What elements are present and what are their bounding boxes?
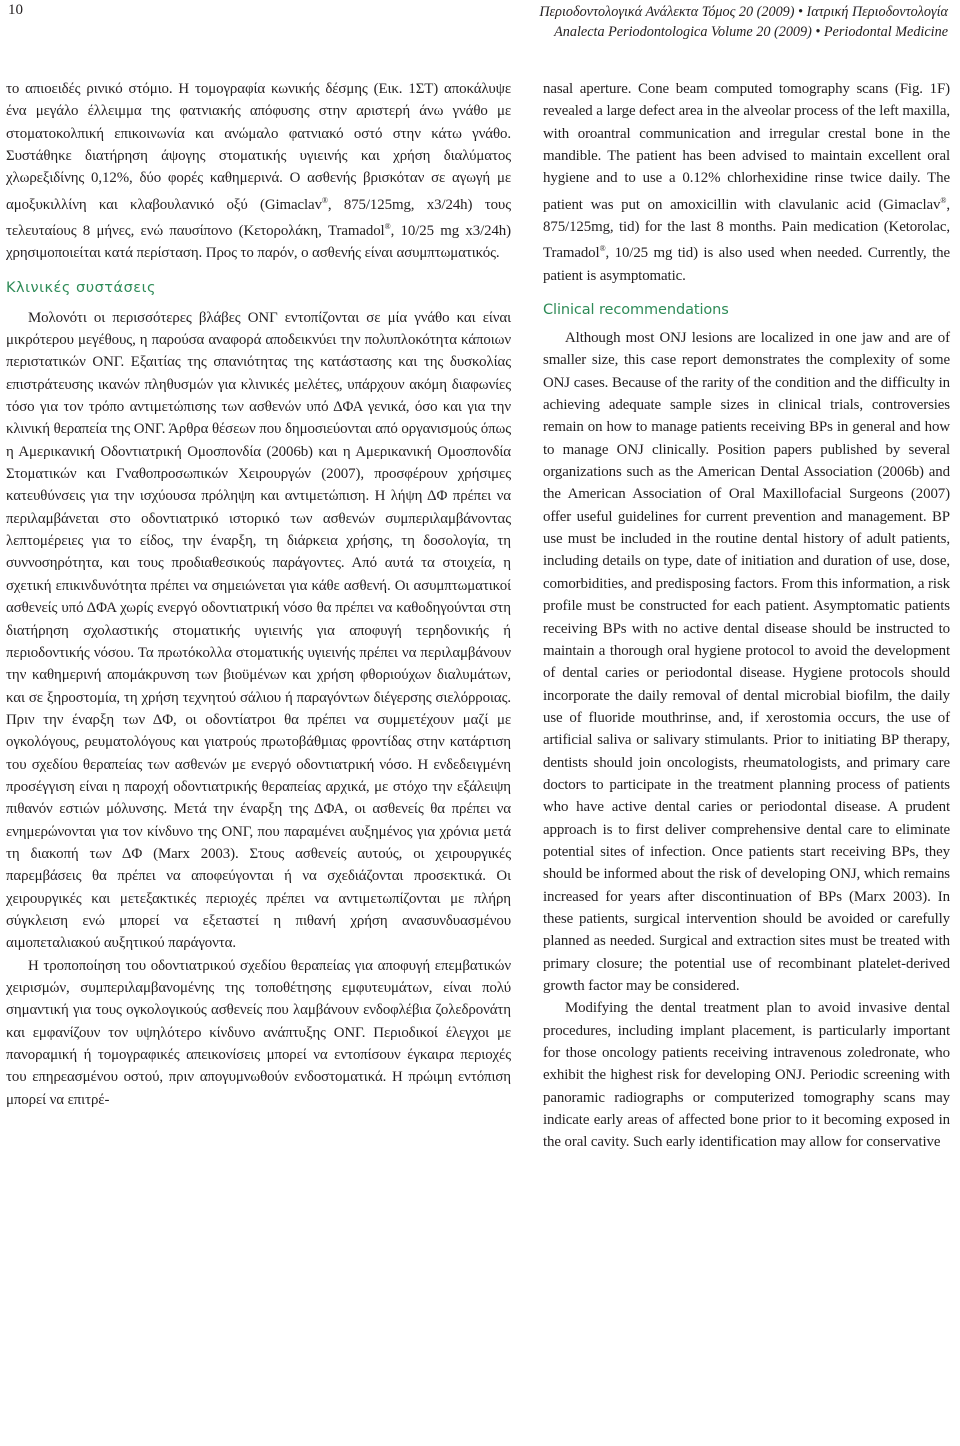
page-number: 10 — [8, 2, 23, 18]
greek-intro-text-3: , 10/25 mg x3/24h) χρησιμοποιείται κατά περίσταση. Προς το παρόν, ο ασθενής είναι ασυμπτωματικός. — [6, 223, 511, 262]
greek-paragraph-2: Η τροποποίηση του οδοντιατρικού σχεδίου θεραπείας για αποφυγή επεμβατικών χειρισμών, συμπεριλαμβανομένης της τοποθέτησης εμφυτευμάτων, είναι πολύ σημαντική για τους ογκολογικούς ασθενείς που λαμβάνουν ενδοφλέβια ζολεδρονάτη και εμφανίζουν τον υψηλότερο κίνδυνο ανάπτυξης ΟΝΓ. Περιοδικοί έλεγχοι με πανοραμική ή τομογραφικές απεικονίσεις μπορεί να εντοπίσουν έγκαιρα περιοχές του επηρεασμένου οστού, πριν απογυμνωθούν ενδοστοματικά. Η πρώιμη εντόπιση μπορεί να επιτρέ- — [6, 957, 511, 1108]
english-intro-text-1: nasal aperture. Cone beam computed tomography scans (Fig. 1F) revealed a large defect area in the alveolar process of the left maxilla, with oroantral communication and irregular crestal bone in the mandible. The patient has been advised to maintain excellent oral hygiene and to use a 0.12% chlorhexidine rinse twice daily. The patient was put on amoxicillin with clavulanic acid (Gimaclav — [543, 81, 950, 213]
english-column — [543, 78, 950, 1154]
registered-mark: ® — [384, 222, 391, 232]
english-paragraph-1: Although most ONJ lesions are localized in one jaw and are of smaller size, this case report demonstrates the complexity of some ONJ cases. Because of the rarity of the condition and the difficulty in achieving adequate sample sizes in clinical trials, controversies remain on how to manage patients receiving BPs in general and how to manage ONJ clinically. Position papers published by several organizations such as the American Dental Association (2006b) and the American Association of Oral Maxillofacial Surgeons (2007) offer useful guidelines for current prevention and management. BP use must be included in the routine dental history of adult patients, including details on type, date of initiation and duration of use, dose, comorbidities, and predisposing factors. From this information, a risk profile must be constructed for each patient. Asymptomatic patients receiving BPs with no active dental disease should be instructed to maintain a thorough oral hygiene protocol to avoid the development of dental caries or periodontal disease. Hygiene protocols should incorporate the daily removal of dental microbial biofilm, the daily use of fluoride mouthrinse, and, if xerostomia occurs, the use of artificial saliva or salivary stimulants. Prior to initiating BP therapy, dentists should join oncologists, rheumatologists, and primary care doctors to participate in the treatment planning process of patients who have active dental caries or periodontal disease. A prudent approach is to first deliver comprehensive dental care to eliminate potential sites of infection. Once patients start receiving BPs, they should be informed about the risk of developing ONJ, which remains increased for years after discontinuation of BPs (Marx 2003). In these patients, surgical intervention should be avoided or carefully planned as needed. Surgical and extraction sites must be treated with primary closure; the potential use of recombinant platelet-derived growth factor may be considered. — [543, 330, 950, 994]
greek-section-heading: Κλινικές συστάσεις — [6, 279, 157, 296]
greek-paragraph-1: Μολονότι οι περισσότερες βλάβες ΟΝΓ εντοπίζονται σε μία γνάθο και είναι μικρότερου μεγέθους, η παρούσα αναφορά αποδεικνύει την πολυπλοκότητα κάποιων περιστατικών ΟΝΓ. Εξαιτίας της σπανιότητας της κατάστασης και της δυσκολίας επιστράτευσης ικανών πληθυσμών για κλινικές μελέτες, υπάρχουν ακόμη διαφωνίες τόσο για τον τρόπο αντιμετώπισης των ασθενών υπό ΔΦΑ γενικά, όσο και για την κλινική θεραπεία της ΟΝΓ. Άρθρα θέσεων που δημοσιεύονται από οργανισμούς όπως η Αμερικανική Οδοντιατρική Ομοσπονδία (2006b) και η Αμερικανική Ομοσπονδία Στοματικών και Γναθοπροσωπικών Χειρουργών (2007), προσφέρουν χρήσιμες κατευθύνσεις για την ισχύουσα πρόληψη και αντιμετώπιση. Η λήψη ΔΦ πρέπει να περιλαμβάνεται στο οδοντιατρικό ιστορικό των ασθενών συμπεριλαμβάνοντας λεπτομέρειες για το είδος, την έναρξη, τη διάρκεια χρήσης, τη δοσολογία, τη συννοσηρότητα, και τους προδιαθεσικούς παράγοντες. Από αυτά τα στοιχεία, η σχετική επικινδυνότητα πρέπει να σημειώνεται για κάθε ασθενή. Οι ασυμπτωματικοί ασθενείς υπό ΔΦΑ χωρίς ενεργό οδοντιατρική νόσο θα πρέπει να καθοδηγούνται στη διατήρηση σχολαστικής στοματικής υγιεινής για αποφυγή τερηδονικής ή περιοδοντικής νόσου. Τα πρωτόκολλα στοματικής υγιεινής πρέπει να περιλαμβάνουν την καθημερινή απομάκρυνση των βιοϋμένων και χρήση φθοριούχων διαλυμάτων, και σε ξηροστομία, τη χρήση τεχνητού σάλιου ή παραγόντων διέγερσης σιελόρροιας. Πριν την έναρξη των ΔΦ, οι οδοντίατροι θα πρέπει να συμμετέχουν μαζί με ογκολόγους, ρευματολόγους και γιατρούς πρωτοβάθμιας φροντίδας στην κατάρτιση του σχεδίου θεραπείας των ασθενών με ενεργό οδοντιατρική νόσο. Η ενδεδειγμένη προσέγγιση είναι η παροχή οδοντιατρικής θεραπείας αρχικά, με στόχο την εξάλειψη πιθανόν εστιών μόλυνσης. Μετά την έναρξη της ΔΦΑ, οι ασθενείς θα πρέπει να ενημερώνονται για τον κίνδυνο της ΟΝΓ, που παραμένει αυξημένος για χρόνια μετά τη διακοπή των ΔΦ (Marx 2003). Στους ασθενείς αυτούς, οι χειρουργικές παρεμβάσεις θα πρέπει να αποφεύγονται ή να σχεδιάζονται προσεκτικά. Οι χειρουργικές και μετεξακτικές περιοχές πρέπει να αντιμετωπίζονται με πλήρη σύγκλειση ενώ μπορεί να εξεταστεί η πιθανή χρήση ανασυνδυασμένου αιμοπεταλιακού αυξητικού παράγοντα. — [6, 309, 511, 952]
greek-column — [6, 78, 511, 1111]
english-section-heading: Clinical recommendations — [543, 302, 729, 319]
english-intro-paragraph — [543, 78, 950, 287]
greek-intro-text-2: , 875/125mg, x3/24h) τους τελευταίους 8 μήνες, ενώ παυσίπονο (Κετορολάκη, Tramadol — [6, 196, 511, 239]
english-intro-text-3: , 10/25 mg tid) is also used when needed. Currently, the patient is asymptomatic. — [543, 245, 950, 284]
running-header — [539, 2, 948, 42]
registered-mark: ® — [321, 195, 328, 205]
greek-intro-paragraph — [6, 78, 511, 265]
greek-intro-text-1: το απιοειδές ρινικό στόμιο. Η τομογραφία κωνικής δέσμης (Εικ. 1ΣΤ) αποκάλυψε ένα μεγάλο έλλειμμα της φατνιακής απόφυσης στην αριστερή άνω γνάθο με στοματοκολπική επικοινωνία και ανώμαλο φατνιακό οστό στην κάτω γνάθο. Συστάθηκε διατήρηση άψογης στοματικής υγιεινής και χρήση διαλύματος χλωρεξιδίνης 0,12%, δύο φορές καθημερινά. Ο ασθενής βρισκόταν σε αγωγή με αμοξυκιλλίνη και κλαβουλανικό οξύ (Gimaclav — [6, 81, 511, 213]
running-header-greek: Περιοδοντολογικά Ανάλεκτα Τόμος 20 (2009) • Ιατρική Περιοδοντολογία — [539, 4, 948, 20]
running-header-english: Analecta Periodontologica Volume 20 (2009) • Periodontal Medicine — [554, 24, 948, 40]
english-intro-text-2: , 875/125mg, tid) for the last 8 months. Pain medication (Ketorolac, Tramadol — [543, 196, 950, 262]
registered-mark: ® — [940, 195, 947, 205]
registered-mark: ® — [599, 244, 606, 254]
english-paragraph-2: Modifying the dental treatment plan to avoid invasive dental procedures, including implant placement, is particularly important for those oncology patients receiving intravenous zoledronate, who exhibit the highest risk for developing ONJ. Periodic screening with panoramic radiographs or computerized tomography scans may indicate early areas of affected bone prior to it becoming exposed in the oral cavity. Such early identification may allow for conservative — [543, 1000, 950, 1151]
